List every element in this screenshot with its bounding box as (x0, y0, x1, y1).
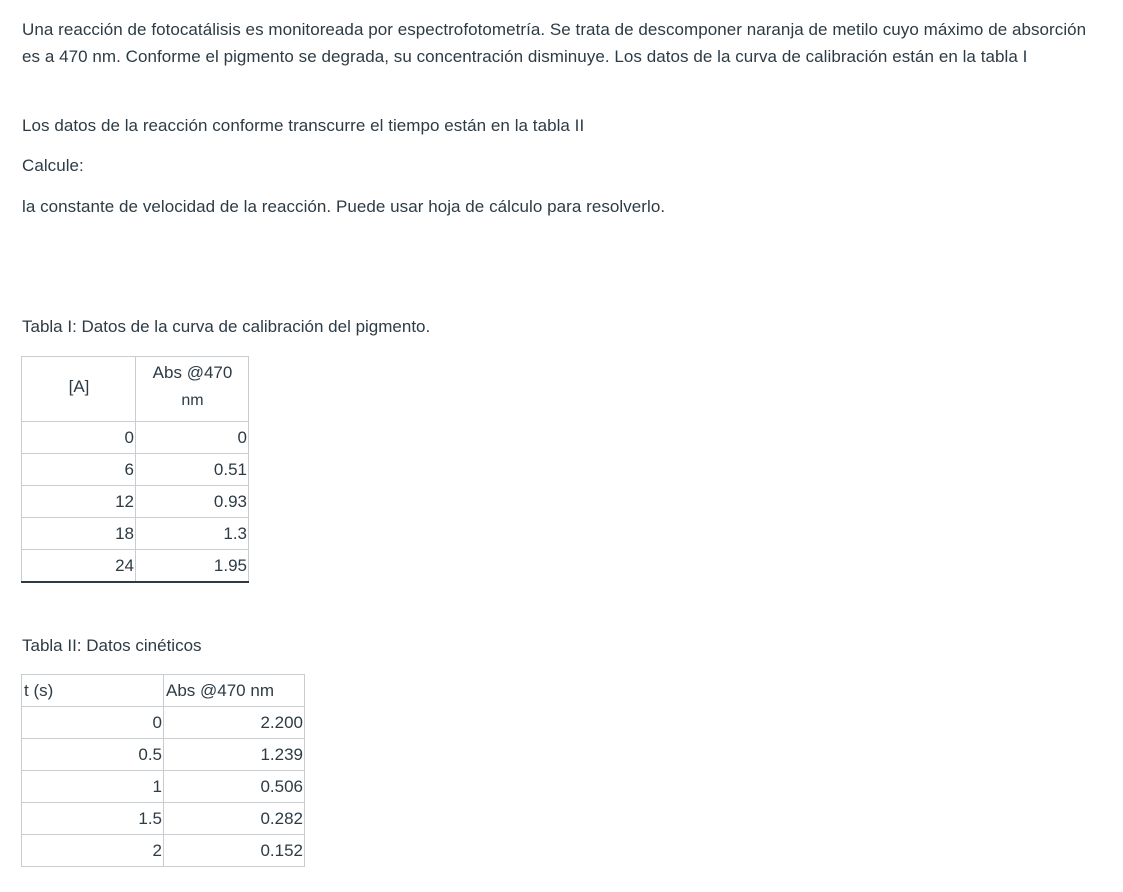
absorbance-header (136, 357, 249, 422)
table-row (22, 835, 305, 867)
table-header-row (22, 675, 305, 707)
concentration-cell: 6 (22, 454, 136, 486)
concentration-cell: 24 (22, 550, 136, 583)
calibration-table (21, 356, 249, 583)
table2-caption: Tabla II: Datos cinéticos (22, 636, 202, 655)
absorbance-header-line1: Abs @470 (152, 363, 233, 382)
absorbance-header: Abs @470 nm (164, 675, 305, 707)
time-cell: 2 (22, 835, 164, 867)
table1-caption: Tabla I: Datos de la curva de calibración del pigmento. (22, 317, 431, 336)
table-row (22, 486, 249, 518)
table2-reference-text: Los datos de la reacción conforme transcurre el tiempo están en la tabla II (22, 116, 585, 135)
absorbance-cell: 0.51 (136, 454, 249, 486)
table-row (22, 739, 305, 771)
absorbance-cell: 0 (136, 422, 249, 454)
concentration-cell: 12 (22, 486, 136, 518)
table-row (22, 454, 249, 486)
time-cell: 1 (22, 771, 164, 803)
absorbance-cell: 2.200 (164, 707, 305, 739)
table-row (22, 518, 249, 550)
question-text: la constante de velocidad de la reacción. Puede usar hoja de cálculo para resolverlo. (22, 197, 666, 216)
absorbance-header-line2: nm (181, 392, 204, 409)
table-row (22, 550, 249, 583)
absorbance-cell: 0.152 (164, 835, 305, 867)
absorbance-cell: 0.506 (164, 771, 305, 803)
table-row (22, 771, 305, 803)
problem-statement: Una reacción de fotocatálisis es monitoreada por espectrofotometría. Se trata de descomponer naranja de metilo cuyo máximo de absorción es a 470 nm. Conforme el pigmento se degrada, su concentración disminuye. Los datos de la curva de calibración están en la tabla I (22, 20, 1087, 66)
kinetics-table (21, 674, 305, 867)
time-cell: 0 (22, 707, 164, 739)
absorbance-cell: 1.95 (136, 550, 249, 583)
table-row (22, 707, 305, 739)
concentration-header: [A] (22, 357, 136, 422)
time-cell: 0.5 (22, 739, 164, 771)
absorbance-cell: 0.93 (136, 486, 249, 518)
time-cell: 1.5 (22, 803, 164, 835)
absorbance-cell: 1.3 (136, 518, 249, 550)
concentration-cell: 0 (22, 422, 136, 454)
time-header: t (s) (22, 675, 164, 707)
table-header-row (22, 357, 249, 422)
table-row (22, 803, 305, 835)
absorbance-cell: 1.239 (164, 739, 305, 771)
absorbance-cell: 0.282 (164, 803, 305, 835)
concentration-cell: 18 (22, 518, 136, 550)
table-row (22, 422, 249, 454)
calculate-label: Calcule: (22, 156, 84, 175)
